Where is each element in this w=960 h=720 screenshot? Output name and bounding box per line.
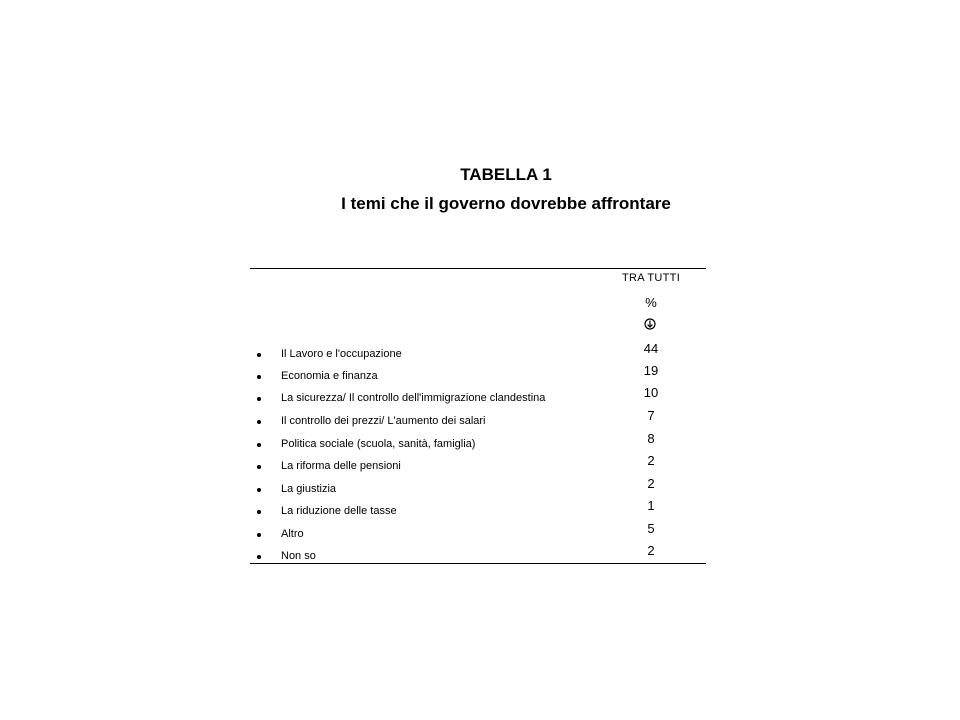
table-row bbox=[250, 521, 706, 543]
bullet-icon bbox=[257, 443, 261, 447]
row-value: 10 bbox=[643, 385, 659, 400]
table-row bbox=[250, 341, 706, 363]
row-label: Politica sociale (scuola, sanità, famiglia) bbox=[281, 438, 476, 450]
table-row bbox=[250, 385, 706, 407]
bullet-icon bbox=[257, 375, 261, 379]
table-row bbox=[250, 498, 706, 520]
row-label: Il Lavoro e l'occupazione bbox=[281, 348, 402, 360]
row-value: 19 bbox=[643, 363, 659, 378]
column-header: TRA TUTTI bbox=[621, 272, 681, 284]
bullet-icon bbox=[257, 533, 261, 537]
bullet-icon bbox=[257, 465, 261, 469]
table-row bbox=[250, 453, 706, 475]
row-label: La giustizia bbox=[281, 483, 337, 495]
row-value: 7 bbox=[647, 408, 655, 423]
row-value: 44 bbox=[643, 341, 659, 356]
row-label: La riforma delle pensioni bbox=[281, 460, 401, 472]
row-label: Non so bbox=[281, 550, 316, 562]
row-value: 2 bbox=[647, 476, 655, 491]
bullet-icon bbox=[257, 555, 261, 559]
row-value: 8 bbox=[647, 431, 655, 446]
unit-label: % bbox=[645, 295, 657, 310]
bullet-icon bbox=[257, 420, 261, 424]
row-value: 1 bbox=[647, 498, 655, 513]
row-value: 2 bbox=[647, 453, 655, 468]
table-subtitle: I temi che il governo dovrebbe affrontare bbox=[341, 194, 671, 213]
bullet-icon bbox=[257, 488, 261, 492]
row-label: La riduzione delle tasse bbox=[281, 505, 397, 517]
table-title: TABELLA 1 bbox=[460, 165, 552, 184]
table-row bbox=[250, 543, 706, 565]
row-label: Economia e finanza bbox=[281, 370, 378, 382]
row-value: 2 bbox=[647, 543, 655, 558]
row-value: 5 bbox=[647, 521, 655, 536]
table-row bbox=[250, 431, 706, 453]
bullet-icon bbox=[257, 397, 261, 401]
bullet-icon bbox=[257, 353, 261, 357]
row-label: Altro bbox=[281, 528, 304, 540]
row-label: Il controllo dei prezzi/ L'aumento dei salari bbox=[281, 415, 486, 427]
bullet-icon bbox=[257, 510, 261, 514]
row-label: La sicurezza/ Il controllo dell'immigrazione clandestina bbox=[281, 392, 546, 404]
results-table bbox=[250, 268, 706, 564]
down-arrow-icon bbox=[644, 318, 656, 330]
table-row bbox=[250, 476, 706, 498]
table-row bbox=[250, 363, 706, 385]
table-row bbox=[250, 408, 706, 430]
